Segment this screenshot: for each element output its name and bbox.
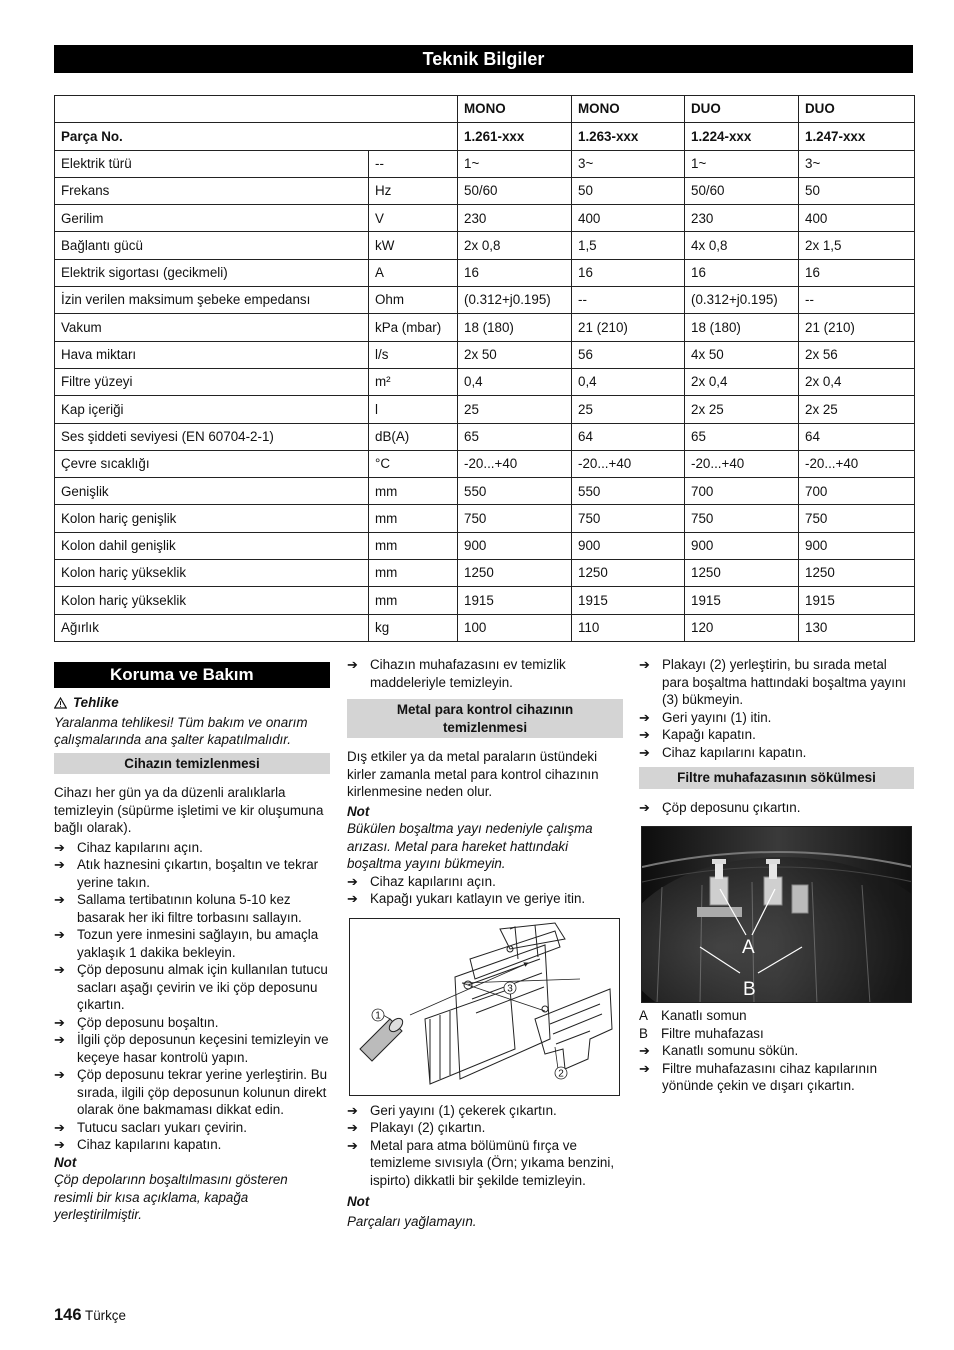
danger-label: Tehlike [73, 695, 119, 710]
table-row [55, 560, 915, 587]
table-row [55, 205, 915, 232]
step-text: Kanatlı somunu sökün. [662, 1043, 799, 1058]
step-item [54, 926, 330, 961]
arrow-right-icon: ➔ [347, 873, 358, 889]
row-value: 230 [685, 205, 799, 232]
row-value: 16 [685, 259, 799, 286]
row-value: 700 [685, 478, 799, 505]
row-value: 110 [572, 614, 685, 641]
row-label: Kolon dahil genişlik [55, 532, 369, 559]
page-footer [54, 1307, 126, 1325]
note-label: Not [54, 1154, 77, 1170]
step-item [54, 856, 330, 891]
warning-triangle-icon [54, 697, 67, 709]
row-unit: A [369, 259, 458, 286]
row-value: 900 [685, 532, 799, 559]
arrow-right-icon: ➔ [54, 839, 65, 855]
arrow-right-icon: ➔ [639, 1043, 650, 1058]
steps-list [347, 1102, 623, 1190]
table-row [55, 587, 915, 614]
row-unit: kPa (mbar) [369, 314, 458, 341]
step-item [639, 744, 914, 762]
legend-item [639, 1007, 914, 1025]
arrow-right-icon: ➔ [639, 1060, 650, 1076]
table-row [55, 450, 915, 477]
row-value: -20...+40 [685, 450, 799, 477]
step-text: Cihaz kapılarını açın. [77, 839, 203, 855]
row-label: Vakum [55, 314, 369, 341]
row-value: 21 (210) [572, 314, 685, 341]
row-value: 750 [685, 505, 799, 532]
legend-text: Kanatlı somun [661, 1008, 747, 1023]
coin-intro: Dış etkiler ya da metal paraların üstündeki kirler zamanla metal para kontrol cihazının kirlenmesine neden olur. [347, 749, 599, 799]
note-text: Parçaları yağlamayın. [347, 1213, 477, 1229]
note-text: Bükülen boşaltma yayı nedeniyle çalışma arızası. Metal para hareket hattındaki boşaltma yayını bükmeyin. [347, 821, 593, 871]
legend-key: A [639, 1008, 648, 1023]
filter-housing-photo [641, 826, 912, 1003]
table-row [55, 341, 915, 368]
row-unit: mm [369, 478, 458, 505]
step-text: Plakayı (2) çıkartın. [370, 1120, 486, 1135]
row-label: Genişlik [55, 478, 369, 505]
section-title-koruma-bakim: Koruma ve Bakım [54, 662, 330, 688]
row-value: 550 [572, 478, 685, 505]
row-label: Ses şiddeti seviyesi (EN 60704-2-1) [55, 423, 369, 450]
step-item [54, 839, 330, 857]
step-item [347, 890, 623, 908]
arrow-right-icon: ➔ [639, 727, 650, 742]
step-text: Tutucu sacları yukarı çevirin. [77, 1119, 247, 1135]
arrow-right-icon: ➔ [54, 1119, 65, 1135]
arrow-right-icon: ➔ [639, 799, 650, 815]
row-value: 1915 [799, 587, 915, 614]
photo-label-a: A [742, 937, 755, 958]
step-text: Kapağı kapatın. [662, 727, 756, 742]
row-value: 1250 [458, 560, 572, 587]
step-text: Cihaz kapılarını kapatın. [662, 744, 807, 760]
arrow-right-icon: ➔ [54, 1067, 65, 1082]
row-unit: Hz [369, 177, 458, 204]
table-row [55, 287, 915, 314]
step-item [54, 1031, 330, 1066]
step-text: Cihaz kapılarını kapatın. [77, 1137, 222, 1152]
step-text: Çöp deposunu tekrar yerine yerleştirin. Bu sırada, ilgili çöp deposunun kolunun direkt olarak öne bakmaması dikkat edin. [77, 1067, 328, 1117]
step-text: Çöp deposunu almak için kullanılan tutucu sacları aşağı çevirin ve iki çöp deposunu çıkartın. [77, 962, 328, 1012]
arrow-right-icon: ➔ [54, 857, 65, 872]
step-text: İlgili çöp deposunun keçesini temizleyin ve keçeye hasar kontrolü yapın. [77, 1032, 329, 1065]
row-value: 1,5 [572, 232, 685, 259]
row-value: 50/60 [458, 177, 572, 204]
step-item [54, 891, 330, 926]
danger-text: Yaralanma tehlikesi! Tüm bakım ve onarım çalışmalarında ana şalter kapatılmalıdır. [54, 714, 308, 747]
arrow-right-icon: ➔ [639, 744, 650, 760]
step-text: Filtre muhafazasını cihaz kapılarının yönünde çekin ve dışarı çıkartın. [662, 1060, 878, 1093]
model-header: DUO [799, 96, 915, 123]
step-item [639, 1060, 914, 1095]
model-header: MONO [572, 96, 685, 123]
step-text: Plakayı (2) yerleştirin, bu sırada metal para boşaltma hattındaki boşaltma yayını (3) bükmeyin. [662, 657, 907, 707]
step-item [54, 1014, 330, 1032]
row-value: 1~ [458, 150, 572, 177]
step-text: Metal para atma bölümünü fırça ve temizleme sıvısıyla (Örn; yıkama benzini, ispirto) dikkatli bir şekilde temizleyin. [370, 1137, 615, 1188]
danger-heading [54, 694, 330, 712]
row-value: 130 [799, 614, 915, 641]
row-unit: kg [369, 614, 458, 641]
step-item [347, 1102, 623, 1120]
row-value: 16 [572, 259, 685, 286]
subheading-filtre-muhafazasi: Filtre muhafazasının sökülmesi [639, 767, 914, 789]
model-header: MONO [458, 96, 572, 123]
photo-label-b: B [743, 979, 756, 1000]
row-value: 18 (180) [685, 314, 799, 341]
table-row [55, 614, 915, 641]
table-row [55, 396, 915, 423]
cleaning-intro: Cihazı her gün ya da düzenli aralıklarla temizleyin (süpürme işletimi ve kir oluşumuna bağlı olarak). [54, 785, 324, 835]
page-number: 146 [54, 1306, 82, 1324]
steps-list [639, 1042, 914, 1095]
row-value: -- [572, 287, 685, 314]
row-value: -20...+40 [572, 450, 685, 477]
step-item [639, 656, 914, 709]
arrow-right-icon: ➔ [54, 1014, 65, 1030]
row-value: 50/60 [685, 177, 799, 204]
row-value: 900 [458, 532, 572, 559]
row-value: 1250 [685, 560, 799, 587]
row-label: Kolon hariç yükseklik [55, 560, 369, 587]
table-row [55, 232, 915, 259]
note-text: Çöp depolarınn boşaltılmasını gösteren resimli bir kısa açıklama, kapağa yerleştirilmiştir. [54, 1172, 288, 1222]
row-value: 400 [572, 205, 685, 232]
cleaning-steps [54, 839, 330, 1154]
step-text: Kapağı yukarı katlayın ve geriye itin. [370, 891, 586, 906]
part-number: 1.263-xxx [572, 123, 685, 150]
row-value: 3~ [572, 150, 685, 177]
row-value: 750 [572, 505, 685, 532]
arrow-right-icon: ➔ [54, 962, 65, 977]
step-item [347, 1119, 623, 1137]
row-value: 100 [458, 614, 572, 641]
row-value: 3~ [799, 150, 915, 177]
row-value: 1~ [685, 150, 799, 177]
row-unit: m² [369, 368, 458, 395]
row-value: 65 [458, 423, 572, 450]
row-value: -- [799, 287, 915, 314]
step-text: Sallama tertibatının koluna 5-10 kez basarak her iki filtre torbasını sallayın. [77, 892, 302, 925]
arrow-right-icon: ➔ [54, 1032, 65, 1047]
part-number: 1.261-xxx [458, 123, 572, 150]
row-value: 0,4 [458, 368, 572, 395]
table-row [55, 368, 915, 395]
row-unit: mm [369, 560, 458, 587]
row-label: Ağırlık [55, 614, 369, 641]
photo-legend [639, 1007, 914, 1042]
figure-label: 2 [558, 1068, 564, 1079]
row-label: Kolon hariç yükseklik [55, 587, 369, 614]
table-header-row [55, 96, 915, 123]
row-value: 50 [799, 177, 915, 204]
table-row [55, 314, 915, 341]
row-value: 4x 0,8 [685, 232, 799, 259]
row-value: -20...+40 [799, 450, 915, 477]
note-label: Not [347, 803, 370, 819]
row-value: 56 [572, 341, 685, 368]
part-number: 1.224-xxx [685, 123, 799, 150]
table-row [55, 423, 915, 450]
row-unit: l [369, 396, 458, 423]
table-row [55, 478, 915, 505]
coin-checker-diagram [349, 918, 620, 1096]
arrow-right-icon: ➔ [54, 892, 65, 907]
arrow-right-icon: ➔ [347, 891, 358, 906]
spec-table [54, 95, 915, 642]
row-value: 18 (180) [458, 314, 572, 341]
step-item [54, 1119, 330, 1137]
steps-list [347, 873, 623, 908]
part-label: Parça No. [55, 123, 458, 150]
row-value: 16 [458, 259, 572, 286]
step-text: Geri yayını (1) çekerek çıkartın. [370, 1102, 557, 1118]
step-item [639, 1042, 914, 1060]
legend-item [639, 1025, 914, 1043]
row-value: -20...+40 [458, 450, 572, 477]
row-label: İzin verilen maksimum şebeke empedansı [55, 287, 369, 314]
arrow-right-icon: ➔ [639, 657, 650, 672]
arrow-right-icon: ➔ [54, 1137, 65, 1152]
row-value: 900 [799, 532, 915, 559]
arrow-right-icon: ➔ [347, 1120, 358, 1135]
row-value: 550 [458, 478, 572, 505]
step-item [639, 799, 914, 817]
row-value: 2x 0,8 [458, 232, 572, 259]
row-value: 0,4 [572, 368, 685, 395]
note-label: Not [347, 1194, 370, 1209]
row-value: 750 [458, 505, 572, 532]
step-text: Çöp deposunu boşaltın. [77, 1014, 219, 1030]
row-label: Bağlantı gücü [55, 232, 369, 259]
table-row [55, 123, 915, 150]
row-label: Elektrik sigortası (gecikmeli) [55, 259, 369, 286]
row-value: 2x 0,4 [799, 368, 915, 395]
arrow-right-icon: ➔ [54, 927, 65, 942]
table-row [55, 177, 915, 204]
row-value: 25 [572, 396, 685, 423]
subheading-cihaz-temizlenmesi: Cihazın temizlenmesi [54, 753, 330, 775]
row-value: 2x 1,5 [799, 232, 915, 259]
row-value: 2x 25 [685, 396, 799, 423]
step-text: Cihazın muhafazasını ev temizlik maddeleriyle temizleyin. [370, 657, 566, 690]
row-unit: mm [369, 532, 458, 559]
column-maintenance [54, 662, 330, 1224]
figure-label: 3 [507, 983, 513, 994]
row-value: 400 [799, 205, 915, 232]
step-text: Tozun yere inmesini sağlayın, bu amaçla yaklaşık 1 dakika bekleyin. [77, 927, 319, 960]
row-value: 1915 [458, 587, 572, 614]
figure-label: 1 [375, 1010, 381, 1021]
table-row [55, 259, 915, 286]
step-item [347, 873, 623, 891]
row-value: 25 [458, 396, 572, 423]
row-value: 1915 [685, 587, 799, 614]
table-row [55, 532, 915, 559]
row-label: Hava miktarı [55, 341, 369, 368]
steps-list [639, 656, 914, 761]
column-filter-housing [639, 656, 914, 1095]
row-label: Gerilim [55, 205, 369, 232]
arrow-right-icon: ➔ [347, 657, 358, 672]
model-header: DUO [685, 96, 799, 123]
row-value: 900 [572, 532, 685, 559]
row-unit: kW [369, 232, 458, 259]
table-row [55, 150, 915, 177]
step-item [639, 709, 914, 727]
row-unit: mm [369, 587, 458, 614]
row-unit: -- [369, 150, 458, 177]
row-value: 64 [799, 423, 915, 450]
row-unit: dB(A) [369, 423, 458, 450]
row-label: Filtre yüzeyi [55, 368, 369, 395]
row-unit: V [369, 205, 458, 232]
page-language: Türkçe [85, 1308, 126, 1323]
row-value: 64 [572, 423, 685, 450]
row-value: 750 [799, 505, 915, 532]
subheading-metal-para: Metal para kontrol cihazının temizlenmesi [347, 699, 623, 738]
arrow-right-icon: ➔ [347, 1102, 358, 1118]
step-item [54, 961, 330, 1014]
row-value: 2x 56 [799, 341, 915, 368]
legend-key: B [639, 1025, 648, 1041]
row-value: 120 [685, 614, 799, 641]
row-value: 4x 50 [685, 341, 799, 368]
row-value: 21 (210) [799, 314, 915, 341]
row-value: 2x 0,4 [685, 368, 799, 395]
arrow-right-icon: ➔ [639, 709, 650, 725]
step-text: Çöp deposunu çıkartın. [662, 799, 801, 815]
row-value: 16 [799, 259, 915, 286]
step-item [639, 726, 914, 744]
table-cell [55, 96, 458, 123]
row-value: 1250 [799, 560, 915, 587]
table-row [55, 505, 915, 532]
step-item [347, 1137, 623, 1190]
arrow-right-icon: ➔ [347, 1137, 358, 1153]
step-item [347, 656, 623, 691]
row-value: 1250 [572, 560, 685, 587]
row-label: Frekans [55, 177, 369, 204]
legend-text: Filtre muhafazası [661, 1025, 764, 1041]
column-coin-checker [347, 656, 623, 1230]
row-label: Çevre sıcaklığı [55, 450, 369, 477]
section-title-teknik-bilgiler: Teknik Bilgiler [54, 45, 913, 73]
row-unit: Ohm [369, 287, 458, 314]
step-text: Atık haznesini çıkartın, boşaltın ve tekrar yerine takın. [77, 857, 319, 890]
row-unit: l/s [369, 341, 458, 368]
row-unit: °C [369, 450, 458, 477]
row-value: 230 [458, 205, 572, 232]
row-value: 50 [572, 177, 685, 204]
row-value: 2x 50 [458, 341, 572, 368]
row-value: 2x 25 [799, 396, 915, 423]
row-value: 1915 [572, 587, 685, 614]
part-number: 1.247-xxx [799, 123, 915, 150]
row-label: Kap içeriği [55, 396, 369, 423]
row-value: 65 [685, 423, 799, 450]
step-text: Geri yayını (1) itin. [662, 709, 772, 725]
step-item [54, 1066, 330, 1119]
row-value: (0.312+j0.195) [458, 287, 572, 314]
row-label: Elektrik türü [55, 150, 369, 177]
row-label: Kolon hariç genişlik [55, 505, 369, 532]
row-value: 700 [799, 478, 915, 505]
step-text: Cihaz kapılarını açın. [370, 873, 496, 889]
step-item [54, 1136, 330, 1154]
row-value: (0.312+j0.195) [685, 287, 799, 314]
row-unit: mm [369, 505, 458, 532]
